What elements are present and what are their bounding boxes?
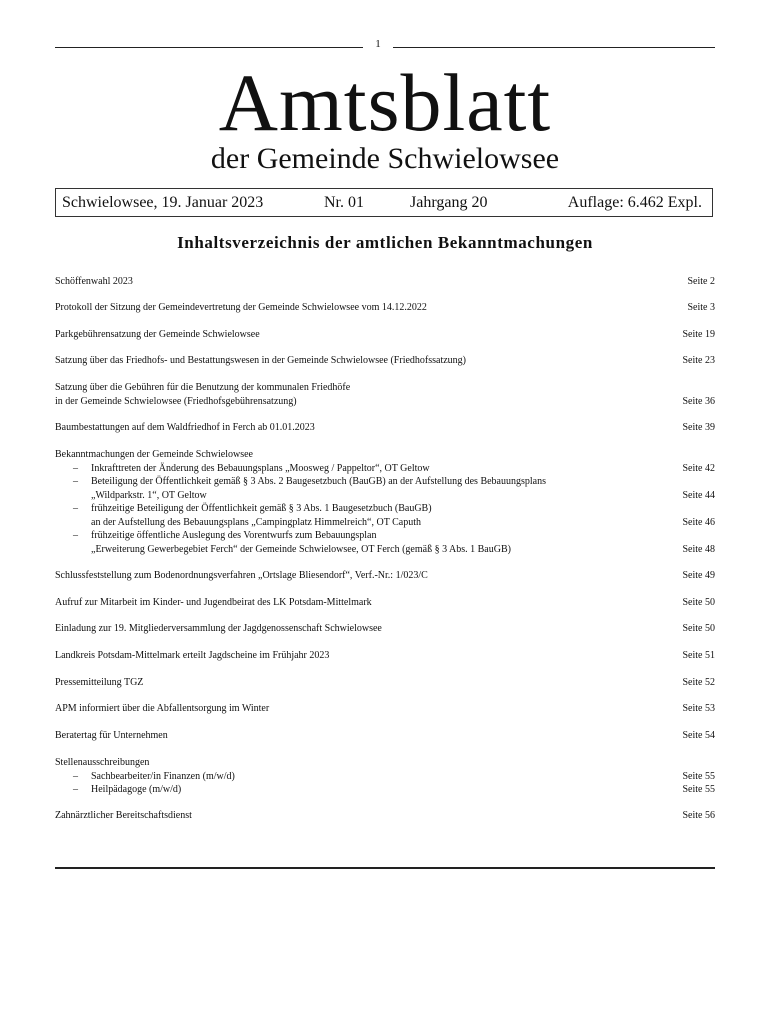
toc-line xyxy=(55,328,715,342)
toc-entry-title: frühzeitige öffentliche Auslegung des Vorentwurfs zum Bebauungsplan xyxy=(91,530,377,541)
header-rule-right xyxy=(393,47,715,48)
toc-page-ref: Seite 36 xyxy=(682,395,715,407)
toc-line xyxy=(55,301,715,315)
toc-page-ref: Seite 52 xyxy=(682,677,715,688)
toc-entry-title: Zahnärztlicher Bereitschaftsdienst xyxy=(55,810,192,821)
toc-entry xyxy=(55,729,715,743)
toc-line xyxy=(55,448,715,462)
list-dash: – xyxy=(73,462,78,474)
toc-page-ref: Seite 2 xyxy=(687,276,715,287)
toc-line xyxy=(55,569,715,583)
toc-line xyxy=(55,756,715,770)
toc-entry-title: Sachbearbeiter/in Finanzen (m/w/d) xyxy=(91,770,235,782)
toc-line xyxy=(55,543,715,557)
toc-page-ref: Seite 55 xyxy=(682,784,715,795)
toc-page-ref: Seite 49 xyxy=(682,570,715,581)
toc-line xyxy=(55,475,715,489)
toc-entry-title: Heilpädagoge (m/w/d) xyxy=(91,784,182,795)
toc-entry-title: Satzung über die Gebühren für die Benutzung der kommunalen Friedhöfe xyxy=(55,382,351,393)
toc-entry-title: Beratertag für Unternehmen xyxy=(55,730,168,741)
toc-entry xyxy=(55,275,715,289)
toc-entry-title: Parkgebührensatzung der Gemeinde Schwielowsee xyxy=(55,329,260,340)
list-dash: – xyxy=(73,530,78,541)
toc-entry-title: frühzeitige Beteiligung der Öffentlichkeit gemäß § 3 Abs. 1 Baugesetzbuch (BauGB) xyxy=(91,503,432,514)
toc-page-ref: Seite 55 xyxy=(682,770,715,782)
toc-entry xyxy=(55,756,715,797)
toc-entry-title: Stellenausschreibungen xyxy=(55,757,150,768)
toc-entry xyxy=(55,569,715,583)
issue-info-box xyxy=(55,188,713,217)
toc-entry-title: Protokoll der Sitzung der Gemeindevertretung der Gemeinde Schwielowsee vom 14.12.2022 xyxy=(55,302,427,313)
toc-page-ref: Seite 3 xyxy=(687,302,715,313)
toc-entry xyxy=(55,448,715,556)
toc-line xyxy=(55,676,715,690)
toc-entry-title: Pressemitteilung TGZ xyxy=(55,677,144,688)
toc-entry xyxy=(55,676,715,690)
toc-line xyxy=(55,489,715,503)
toc-page-ref: Seite 23 xyxy=(682,355,715,366)
toc-line xyxy=(55,783,715,797)
header-rule-left xyxy=(55,47,363,48)
toc-entry-title: Inkrafttreten der Änderung des Bebauungsplans „Moosweg / Pappeltor“, OT Geltow xyxy=(91,462,430,474)
toc-entry-title: „Wildparkstr. 1“, OT Geltow xyxy=(91,489,207,501)
page-number: 1 xyxy=(375,38,381,50)
toc-entry xyxy=(55,301,715,315)
masthead-subtitle: der Gemeinde Schwielowsee xyxy=(210,142,560,175)
footer-rule xyxy=(55,867,715,869)
toc-entry-title: Satzung über das Friedhofs- und Bestattungswesen in der Gemeinde Schwielowsee (Friedhofssatzung) xyxy=(55,355,467,366)
toc-entry-title: Baumbestattungen auf dem Waldfriedhof in Ferch ab 01.01.2023 xyxy=(55,422,315,433)
toc-page-ref: Seite 48 xyxy=(682,543,715,555)
toc-page-ref: Seite 39 xyxy=(682,422,715,433)
toc-page-ref: Seite 51 xyxy=(682,650,715,661)
toc-page-ref: Seite 53 xyxy=(682,703,715,714)
toc-entry-title: „Erweiterung Gewerbegebiet Ferch“ der Gemeinde Schwielowsee, OT Ferch (gemäß § 3 Abs. 1 BauGB) xyxy=(91,543,511,555)
issue-number: Nr. 01 xyxy=(324,194,364,211)
toc-line xyxy=(55,596,715,610)
toc-entry-title: an der Aufstellung des Bebauungsplans „Campingplatz Himmelreich“, OT Caputh xyxy=(91,516,422,528)
toc-page-ref: Seite 42 xyxy=(682,462,715,474)
toc-line xyxy=(55,354,715,368)
list-dash: – xyxy=(73,503,78,514)
toc-page-ref: Seite 54 xyxy=(682,730,715,741)
masthead-title: Amtsblatt xyxy=(218,57,552,148)
list-dash: – xyxy=(73,784,78,795)
toc-entry-title: in der Gemeinde Schwielowsee (Friedhofsgebührensatzung) xyxy=(55,395,297,407)
toc-heading: Inhaltsverzeichnis der amtlichen Bekanntmachungen xyxy=(177,233,593,252)
toc-entry xyxy=(55,649,715,663)
toc-entry xyxy=(55,328,715,342)
toc-line xyxy=(55,502,715,516)
toc-entry-title: APM informiert über die Abfallentsorgung im Winter xyxy=(55,703,270,714)
toc-entry xyxy=(55,596,715,610)
place-date: Schwielowsee, 19. Januar 2023 xyxy=(62,194,264,211)
toc-entry xyxy=(55,381,715,408)
toc-line xyxy=(55,381,715,395)
toc-entry-title: Schlussfeststellung zum Bodenordnungsverfahren „Ortslage Bliesendorf“, Verf.-Nr.: 1/023/C xyxy=(55,570,428,581)
toc-entry xyxy=(55,809,715,823)
toc-line xyxy=(55,729,715,743)
toc-line xyxy=(55,462,715,476)
toc-line xyxy=(55,622,715,636)
toc-entry-title: Landkreis Potsdam-Mittelmark erteilt Jagdscheine im Frühjahr 2023 xyxy=(55,650,330,661)
toc-page-ref: Seite 46 xyxy=(682,516,715,528)
toc-page-ref: Seite 44 xyxy=(682,489,715,501)
toc-line xyxy=(55,516,715,530)
circulation: Auflage: 6.462 Expl. xyxy=(567,194,702,211)
volume: Jahrgang 20 xyxy=(410,194,488,211)
toc-entry-title: Bekanntmachungen der Gemeinde Schwielowsee xyxy=(55,449,253,460)
toc-line xyxy=(55,649,715,663)
toc-entry-title: Aufruf zur Mitarbeit im Kinder- und Jugendbeirat des LK Potsdam-Mittelmark xyxy=(55,597,372,608)
toc-line xyxy=(55,809,715,823)
toc-page-ref: Seite 56 xyxy=(682,810,715,821)
list-dash: – xyxy=(73,476,78,487)
toc-page-ref: Seite 50 xyxy=(682,623,715,634)
toc-line xyxy=(55,702,715,716)
list-dash: – xyxy=(73,770,78,782)
toc-line xyxy=(55,529,715,543)
toc-entry xyxy=(55,354,715,368)
toc-entry xyxy=(55,421,715,435)
toc-entry-title: Schöffenwahl 2023 xyxy=(55,276,133,287)
toc-page-ref: Seite 19 xyxy=(682,329,715,340)
toc-line xyxy=(55,275,715,289)
toc-entry-title: Einladung zur 19. Mitgliederversammlung der Jagdgenossenschaft Schwielowsee xyxy=(55,623,382,634)
toc-entry-title: Beteiligung der Öffentlichkeit gemäß § 3 Abs. 2 Baugesetzbuch (BauGB) an der Aufstellung des Bebauungsplans xyxy=(91,476,546,487)
toc-line xyxy=(55,395,715,409)
toc-line xyxy=(55,421,715,435)
toc-entry xyxy=(55,702,715,716)
toc-page-ref: Seite 50 xyxy=(682,597,715,608)
toc-line xyxy=(55,770,715,784)
toc-entry xyxy=(55,622,715,636)
